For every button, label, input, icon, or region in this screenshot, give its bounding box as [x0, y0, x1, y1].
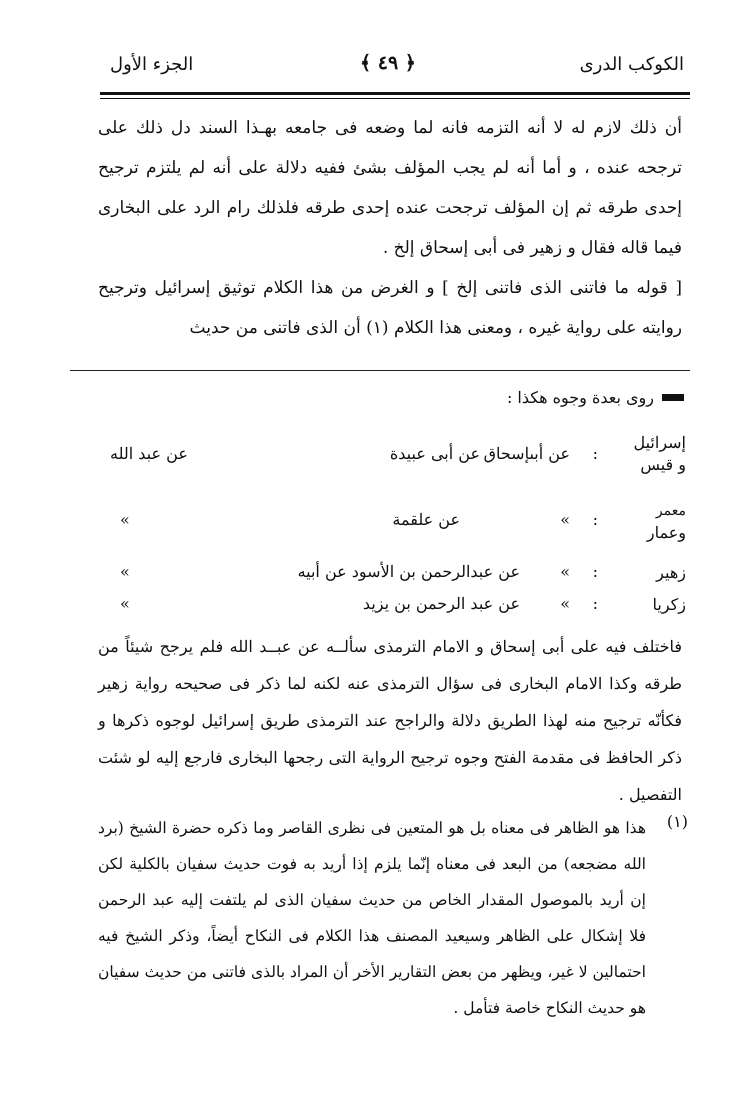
chain-link-2: عن عبد الرحمن بن يزيد — [362, 594, 520, 613]
chain-ditto: » — [120, 510, 130, 529]
chain-narrator — [633, 432, 686, 476]
chain-link-1: عن أبىإسحاق — [483, 444, 570, 463]
book-title: الكوكب الدرى — [579, 54, 684, 75]
chain-ditto: » — [120, 594, 130, 613]
chain-ditto: » — [560, 562, 570, 581]
volume-label: الجزء الأول — [110, 54, 194, 75]
chain-narrator: زهير — [656, 563, 686, 582]
chain-colon: : — [592, 510, 598, 529]
chain-colon: : — [592, 594, 598, 613]
footnote-paragraph: هذا هو الظاهر فى معناه بل هو المتعين فى نظرى القاصر وما ذكره حضرة الشيخ (برد الله مضجعه) من البعد فى معناه إنّما يلزم إذا أريد به فوت حديث سفيان بالكلية لكن إن أريد بالموصول المقدار الخاص من حديث سفيان الذى لم يلتفت إليه عبد الرحمن فلا إشكال على الظاهر وسيعيد المصنف هذا الكلام فى النكاح أيضاً، وذكر الشيخ فيه احتمالين لا غير، ويظهر من بعض التقارير الأخر أن المراد بالذى فاتنى من حديث سفيان هو حديث النكاح خاصة فتأمل . — [98, 819, 646, 1017]
chains-intro-text: روى بعدة وجوه هكذا : — [506, 388, 654, 407]
footnote-marker: (١) — [666, 812, 688, 831]
narrator-name: إسرائيل — [633, 433, 686, 452]
main-paragraph-2: [ قوله ما فاتنى الذى فاتنى إلخ ] و الغرض من هذا الكلام توثيق إسرائيل وترجيح روايته على رواية غيره ، ومعنى هذا الكلام (١) أن الذى فاتنى من حديث — [98, 278, 682, 338]
chains-intro — [507, 388, 684, 407]
chain-narrator — [647, 500, 686, 544]
chain-ditto: » — [560, 594, 570, 613]
narrator-name: وعمار — [646, 523, 686, 542]
block-marker-icon — [662, 394, 684, 401]
main-text — [98, 108, 682, 348]
discussion-paragraph: فاختلف فيه على أبى إسحاق و الامام الترمذى سألــه عن عبــد الله فلم يرجح شيئاً من طرقه وكذا الامام البخارى فى سؤال الترمذى عنه لكنه لما ذكر فى صحيحه رواية زهير فكأنّه ترجيح منه لهذا الطريق دلالة والراجح عند الترمذى طريق إسرائيل لوجوه ذكرها و ذكر الحافظ فى مقدمة الفتح وجوه ترجيح الرواية التى رجحها البخارى فارجع إليه لو شئت التفصيل . — [98, 637, 683, 804]
chain-colon: : — [592, 562, 598, 581]
chain-colon: : — [592, 444, 598, 463]
chain-narrator: زكريا — [652, 595, 686, 614]
page-number: ﴿ ٤٩ ﴾ — [360, 52, 416, 74]
chain-link-2: عن علقمة — [392, 510, 460, 529]
chain-link-3: عن عبد الله — [110, 444, 188, 463]
header-rule-thick — [100, 92, 690, 95]
main-paragraph-1: أن ذلك لازم له لا أنه التزمه فانه لما وضعه فى جامعه بهـذا السند دل ذلك على ترجحه عنده ، و أما أنه لم يجب المؤلف بشئ ففيه دلالة على أنه لم يلتزم ترجيح إحدى طرقه ثم إن المؤلف ترجحت عنده إحدى طرقه فلذلك رام الرد على البخارى فيما قاله فقال و زهير فى أبى إسحاق إلخ . — [98, 118, 682, 258]
page-header — [70, 48, 690, 88]
chain-row — [70, 500, 690, 552]
chain-link-2: عن أبى عبيدة — [389, 444, 480, 463]
chain-row — [70, 432, 690, 488]
chain-row — [70, 594, 690, 620]
document-page — [70, 0, 690, 1098]
footnote-separator — [70, 370, 690, 371]
narrator-name: و قيس — [640, 455, 686, 474]
chain-link-2: عن عبدالرحمن بن الأسود عن أبيه — [297, 562, 520, 581]
chain-ditto: » — [120, 562, 130, 581]
discussion-text — [98, 628, 682, 813]
narrator-name: معمر — [655, 503, 686, 519]
footnote-text — [98, 810, 646, 1026]
chain-row — [70, 562, 690, 588]
header-rule-thin — [100, 98, 690, 99]
chain-ditto: » — [560, 510, 570, 529]
